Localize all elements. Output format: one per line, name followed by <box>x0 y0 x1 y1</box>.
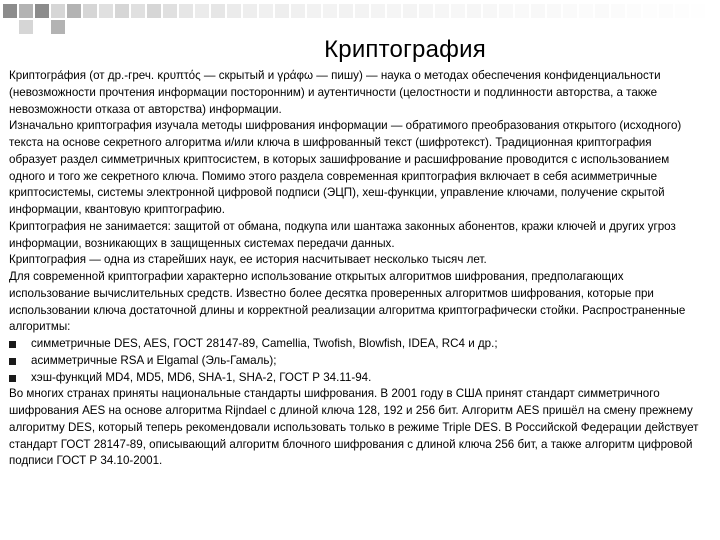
deco-square <box>99 4 113 18</box>
deco-square <box>483 4 497 18</box>
deco-square <box>195 4 209 18</box>
deco-square <box>323 4 337 18</box>
deco-square <box>403 4 417 18</box>
deco-square <box>419 4 433 18</box>
deco-square <box>611 4 625 18</box>
paragraph-standards: Во многих странах приняты национальные стандарты шифрования. В 2001 году в США принят стандарт симметричного шифрования AES на основе алгоритма Rijndael с длиной ключа 128, 192 и 256 бит. Алгоритм AES пришёл на смену прежнему алгоритму DES, который теперь рекомендовали использовать только в режиме Triple DES. В Российской Федерации действует стандарт ГОСТ 28147-89, описывающий алгоритм блочного шифрования с длиной ключа 256 бит, а также алгоритм цифровой подписи ГОСТ Р 34.10-2001. <box>9 387 699 468</box>
deco-square <box>291 4 305 18</box>
deco-square <box>515 4 529 18</box>
deco-square <box>227 4 241 18</box>
square-bullet-icon <box>9 341 16 348</box>
bullet-text: асимметричные RSA и Elgamal (Эль-Гамаль); <box>31 353 277 367</box>
square-bullet-icon <box>9 375 16 382</box>
deco-square <box>243 4 257 18</box>
deco-square <box>67 4 81 18</box>
bullet-text: хэш-функций MD4, MD5, MD6, SHA-1, SHA-2, ГОСТ Р 34.11-94. <box>31 370 372 384</box>
deco-square <box>531 4 545 18</box>
deco-square <box>211 4 225 18</box>
deco-square <box>307 4 321 18</box>
deco-square <box>163 4 177 18</box>
deco-square <box>371 4 385 18</box>
deco-square <box>275 4 289 18</box>
deco-square <box>643 4 657 18</box>
deco-square <box>35 4 49 18</box>
paragraph-definition: Криптогра́фия (от др.-греч. κρυπτός — скрытый и γράφω — пишу) — наука о методах обеспечения конфиденциальности (невозможности прочтения информации посторонним) и аутентичности (целостности и подлинности авторства, а также невозможности отказа от авторства) информации. <box>9 69 661 116</box>
bullet-item <box>9 353 699 370</box>
deco-square <box>355 4 369 18</box>
deco-square <box>83 4 97 18</box>
slide-body <box>9 68 699 470</box>
deco-square <box>179 4 193 18</box>
deco-square <box>691 4 705 18</box>
deco-square <box>131 4 145 18</box>
deco-square <box>467 4 481 18</box>
slide-title: Криптография <box>324 36 486 63</box>
deco-square <box>259 4 273 18</box>
deco-square <box>499 4 513 18</box>
paragraph-scope: Криптография не занимается: защитой от обмана, подкупа или шантажа законных абонентов, кражи ключей и других угроз информации, возникающих в защищенных системах передачи данных. <box>9 219 676 250</box>
deco-square <box>579 4 593 18</box>
deco-square <box>659 4 673 18</box>
deco-square <box>19 4 33 18</box>
deco-square <box>339 4 353 18</box>
deco-square <box>435 4 449 18</box>
deco-square <box>3 4 17 18</box>
bullet-item <box>9 370 699 387</box>
paragraph-history: Изначально криптография изучала методы шифрования информации — обратимого преобразования открытого (исходного) текста на основе секретного алгоритма и/или ключа в шифрованный текст (шифротекст). Традиционная криптография образует раздел симметричных криптосистем, в которых зашифрование и расшифрование проводится с использованием одного и того же секретного ключа. Помимо этого раздела современная криптография включает в себя асимметричные криптосистемы, системы электронной цифровой подписи (ЭЦП), хеш-функции, управление ключами, получение скрытой информации, квантовую криптографию. <box>9 119 682 216</box>
deco-square <box>563 4 577 18</box>
bullet-text: симметричные DES, AES, ГОСТ 28147-89, Camellia, Twofish, Blowfish, IDEA, RC4 и др.; <box>31 337 498 350</box>
decorative-squares <box>0 0 720 40</box>
paragraph-modern: Для современной криптографии характерно использование открытых алгоритмов шифрования, предполагающих использование вычислительных средств. Известно более десятка проверенных алгоритмов шифрования, которые при использовании ключа достаточной длины и корректной реализации алгоритма криптографически стойки. Распространенные алгоритмы: <box>9 270 686 334</box>
deco-square <box>595 4 609 18</box>
deco-square <box>451 4 465 18</box>
bullet-item <box>9 336 699 353</box>
deco-square <box>147 4 161 18</box>
deco-square <box>547 4 561 18</box>
deco-square <box>115 4 129 18</box>
paragraph-age: Криптография — одна из старейших наук, ее история насчитывает несколько тысяч лет. <box>9 253 487 267</box>
deco-square <box>51 20 65 34</box>
deco-square <box>387 4 401 18</box>
deco-square <box>19 20 33 34</box>
deco-square <box>51 4 65 18</box>
deco-square <box>627 4 641 18</box>
deco-square <box>675 4 689 18</box>
square-bullet-icon <box>9 358 16 365</box>
